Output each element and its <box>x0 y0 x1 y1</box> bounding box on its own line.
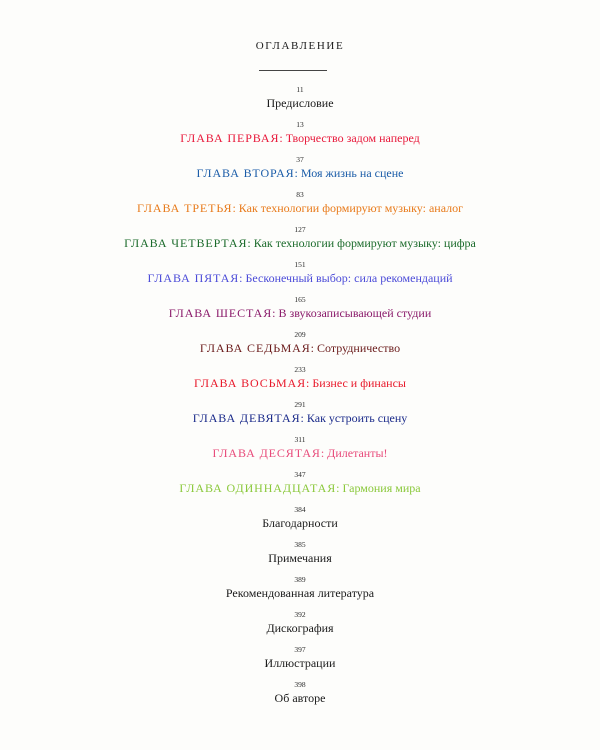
toc-entry <box>0 540 600 575</box>
chapter-title: Дилетанты! <box>327 446 388 460</box>
toc-page-number: 291 <box>294 400 306 409</box>
toc-entry <box>0 190 600 225</box>
toc-entry-title <box>0 621 600 635</box>
chapter-label: ГЛАВА ЧЕТВЕРТАЯ <box>124 236 248 250</box>
chapter-title: Дискография <box>266 621 334 635</box>
page-title: ОГЛАВЛЕНИЕ <box>255 40 345 52</box>
chapter-separator: : <box>294 166 301 180</box>
toc-entry <box>0 680 600 715</box>
toc-page-number: 11 <box>296 85 304 94</box>
chapter-title: Об авторе <box>274 691 326 705</box>
toc-page-number: 13 <box>296 120 304 129</box>
chapter-title: Благодарности <box>262 516 338 530</box>
toc-list <box>0 85 600 715</box>
chapter-title: Творчество задом наперед <box>285 131 420 145</box>
toc-entry-title <box>0 166 600 180</box>
toc-entry <box>0 400 600 435</box>
chapter-label: ГЛАВА ВОСЬМАЯ <box>194 376 307 390</box>
toc-entry-title <box>0 551 600 565</box>
toc-entry-title <box>0 271 600 285</box>
chapter-separator: : <box>272 306 279 320</box>
chapter-separator: : <box>306 376 313 390</box>
chapter-title: Как технологии формируют музыку: цифра <box>253 236 476 250</box>
chapter-title: Предисловие <box>266 96 334 110</box>
chapter-label: ГЛАВА СЕДЬМАЯ <box>199 341 311 355</box>
chapter-separator: : <box>279 131 286 145</box>
toc-entry-title <box>0 411 600 425</box>
chapter-title: Как устроить сцену <box>306 411 408 425</box>
chapter-title: Как технологии формируют музыку: аналог <box>238 201 464 215</box>
chapter-title: В звукозаписывающей студии <box>278 306 432 320</box>
toc-page-number: 37 <box>296 155 304 164</box>
toc-entry-title <box>0 96 600 110</box>
toc-page-number: 127 <box>294 225 306 234</box>
chapter-separator: : <box>310 341 317 355</box>
toc-entry-title <box>0 656 600 670</box>
chapter-label: ГЛАВА ТРЕТЬЯ <box>136 201 233 215</box>
chapter-label: ГЛАВА ПЕРВАЯ <box>180 131 280 145</box>
toc-entry <box>0 610 600 645</box>
chapter-title: Примечания <box>268 551 332 565</box>
chapter-label: ГЛАВА ВТОРАЯ <box>196 166 295 180</box>
toc-entry-title <box>0 201 600 215</box>
chapter-title: Бесконечный выбор: сила рекомендаций <box>245 271 453 285</box>
chapter-title: Гармония мира <box>342 481 421 495</box>
toc-page-number: 347 <box>294 470 306 479</box>
toc-entry <box>0 365 600 400</box>
toc-entry-title <box>0 306 600 320</box>
chapter-label: ГЛАВА ОДИННАДЦАТАЯ <box>179 481 337 495</box>
toc-page-number: 165 <box>294 295 306 304</box>
toc-page-number: 385 <box>294 540 306 549</box>
toc-entry <box>0 85 600 120</box>
chapter-title: Моя жизнь на сцене <box>300 166 404 180</box>
chapter-label: ГЛАВА ШЕСТАЯ <box>168 306 273 320</box>
toc-page-number: 233 <box>294 365 306 374</box>
toc-entry <box>0 120 600 155</box>
toc-entry <box>0 155 600 190</box>
chapter-label: ГЛАВА ДЕВЯТАЯ <box>192 411 301 425</box>
chapter-title: Иллюстрации <box>264 656 336 670</box>
toc-page-number: 389 <box>294 575 306 584</box>
toc-entry-title <box>0 586 600 600</box>
toc-entry-title <box>0 131 600 145</box>
chapter-separator: : <box>320 446 328 460</box>
toc-page-number: 151 <box>294 260 306 269</box>
toc-entry-title <box>0 691 600 705</box>
toc-entry <box>0 645 600 680</box>
toc-entry-title <box>0 516 600 530</box>
chapter-title: Сотрудничество <box>316 341 401 355</box>
toc-entry-title <box>0 376 600 390</box>
toc-entry-title <box>0 341 600 355</box>
toc-entry <box>0 225 600 260</box>
toc-page-number: 83 <box>296 190 304 199</box>
toc-page-number: 398 <box>294 680 306 689</box>
chapter-label: ГЛАВА ПЯТАЯ <box>147 271 240 285</box>
chapter-separator: : <box>239 271 246 285</box>
toc-page-number: 392 <box>294 610 306 619</box>
chapter-separator: : <box>300 411 307 425</box>
chapter-separator: : <box>336 481 343 495</box>
toc-entry <box>0 295 600 330</box>
toc-page-number: 311 <box>294 435 306 444</box>
toc-page-number: 384 <box>294 505 306 514</box>
toc-entry <box>0 260 600 295</box>
chapter-separator: : <box>232 201 239 215</box>
toc-entry <box>0 505 600 540</box>
chapter-separator: : <box>247 236 254 250</box>
toc-page-number: 209 <box>294 330 306 339</box>
toc-entry <box>0 330 600 365</box>
toc-entry <box>0 575 600 610</box>
toc-entry-title <box>0 481 600 495</box>
title-divider <box>259 70 327 71</box>
toc-entry-title <box>0 446 600 460</box>
toc-entry <box>0 470 600 505</box>
toc-page-number: 397 <box>294 645 306 654</box>
toc-entry-title <box>0 236 600 250</box>
chapter-label: ГЛАВА ДЕСЯТАЯ <box>212 446 321 460</box>
chapter-title: Рекомендованная литература <box>225 586 375 600</box>
chapter-title: Бизнес и финансы <box>312 376 406 390</box>
toc-entry <box>0 435 600 470</box>
